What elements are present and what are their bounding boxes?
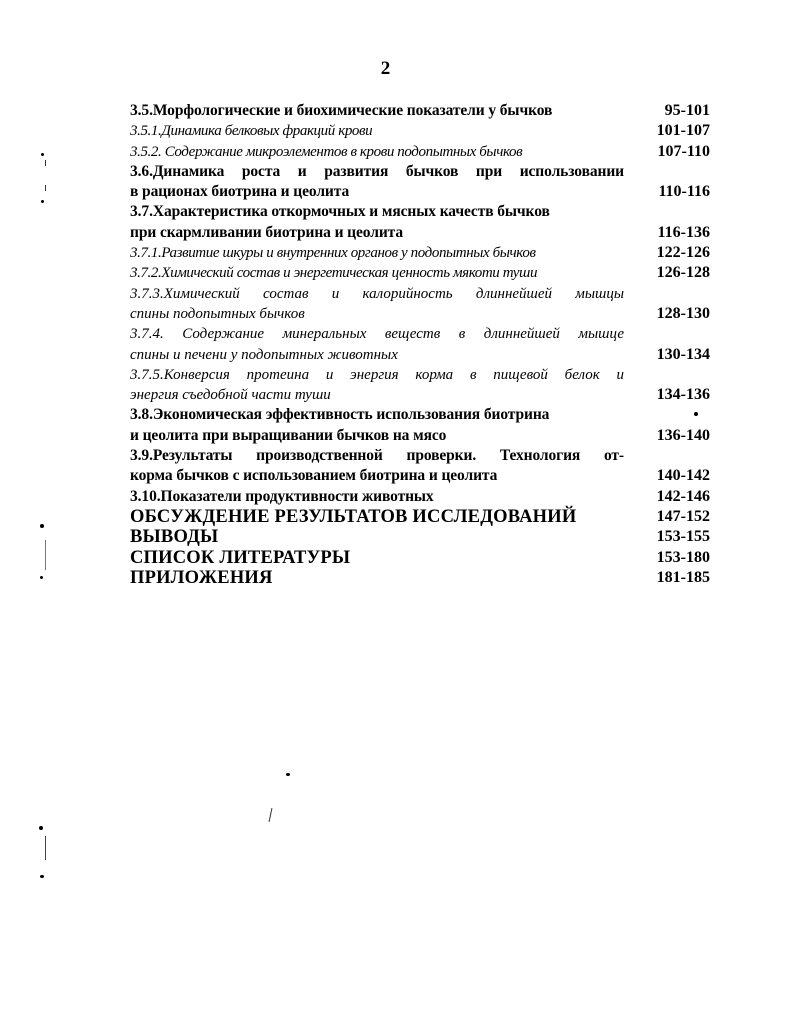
toc-entry <box>130 487 716 507</box>
scan-speck <box>40 524 44 528</box>
toc-entry-title: ПРИЛОЖЕНИЯ <box>130 567 273 588</box>
toc-entry <box>130 304 716 324</box>
scan-speck <box>45 160 46 166</box>
toc-entry-pages: 147-152 <box>656 507 710 525</box>
toc-entry-pages: 153-180 <box>656 548 710 566</box>
scan-speck <box>286 773 290 776</box>
scan-speck <box>41 200 44 203</box>
toc-entry-pages: 181-185 <box>656 568 710 586</box>
toc-entry <box>130 568 716 588</box>
toc-entry <box>130 182 716 202</box>
scan-speck <box>40 875 44 878</box>
toc-entry-title: ОБСУЖДЕНИЕ РЕЗУЛЬТАТОВ ИССЛЕДОВАНИЙ <box>130 506 577 527</box>
toc-entry-title: 3.5.1.Динамика белковых фракций крови <box>130 123 373 140</box>
toc-entry-title: 3.6.Динамика роста и развития бычков при использовании <box>130 162 624 180</box>
scan-speck <box>41 153 44 156</box>
toc-entry <box>130 466 716 486</box>
toc-entry-pages: 101-107 <box>656 122 710 140</box>
toc-entry <box>130 527 716 547</box>
toc-entry <box>130 426 716 446</box>
scan-speck <box>269 808 273 822</box>
toc-entry-pages: 107-110 <box>657 142 710 160</box>
toc-entry-pages: 134-136 <box>656 386 710 404</box>
toc-entry-title: при скармливании биотрина и цеолита <box>130 223 404 241</box>
toc-entry <box>130 243 716 263</box>
toc-entry-title: СПИСОК ЛИТЕРАТУРЫ <box>130 547 351 568</box>
toc-entry <box>130 548 716 568</box>
toc-entry-title: 3.8.Экономическая эффективность использования биотрина <box>130 406 550 424</box>
toc-entry-title: и цеолита при выращивании бычков на мясо <box>130 426 447 444</box>
scan-speck <box>39 826 43 830</box>
toc-entry-title: 3.7.5.Конверсия протеина и энергия корма в пищевой белок и <box>130 366 624 383</box>
toc-entry <box>130 142 716 162</box>
table-of-contents <box>130 101 716 588</box>
scan-speck <box>45 540 46 570</box>
toc-entry-title: 3.5.2. Содержание микроэлементов в крови подопытных бычков <box>130 143 523 160</box>
toc-entry-pages: 128-130 <box>656 304 710 322</box>
toc-entry-title: 3.7.3.Химический состав и калорийность длиннейшей мышцы <box>130 285 624 302</box>
scan-speck <box>694 412 698 416</box>
toc-entry <box>130 365 716 385</box>
toc-entry <box>130 345 716 365</box>
toc-entry-title: спины подопытных бычков <box>130 305 305 322</box>
toc-entry-pages: 136-140 <box>656 426 710 444</box>
toc-entry <box>130 162 716 182</box>
toc-entry <box>130 446 716 466</box>
toc-entry <box>130 101 716 121</box>
toc-entry-title: 3.7.2.Химический состав и энергетическая ценность мякоти туши <box>130 265 538 282</box>
toc-entry-pages: 142-146 <box>656 487 710 505</box>
page-number: 2 <box>380 58 391 79</box>
toc-entry-pages: 95-101 <box>664 102 710 119</box>
scan-speck <box>45 836 46 860</box>
toc-entry <box>130 284 716 304</box>
toc-entry-title: 3.5.Морфологические и биохимические показатели у бычков <box>130 102 553 119</box>
toc-entry-title: 3.7.Характеристика откормочных и мясных качеств бычков <box>130 203 550 221</box>
toc-entry-title: 3.7.4. Содержание минеральных веществ в длиннейшей мышце <box>130 326 624 343</box>
toc-entry-title: 3.10.Показатели продуктивности животных <box>130 487 434 505</box>
toc-entry-title: в рационах биотрина и цеолита <box>130 183 350 201</box>
toc-entry-title: корма бычков с использованием биотрина и цеолита <box>130 467 498 485</box>
toc-entry-title: ВЫВОДЫ <box>130 527 219 548</box>
toc-entry-pages: 110-116 <box>658 183 710 201</box>
scan-speck <box>40 576 43 579</box>
toc-entry-title: спины и печени у подопытных животных <box>130 346 398 363</box>
scan-speck <box>45 185 46 191</box>
toc-entry <box>130 385 716 405</box>
toc-entry <box>130 263 716 283</box>
toc-entry <box>130 324 716 344</box>
toc-entry <box>130 202 716 222</box>
toc-entry <box>130 121 716 141</box>
toc-entry-title: 3.7.1.Развитие шкуры и внутренних органов у подопытных бычков <box>130 245 536 262</box>
toc-entry-pages: 140-142 <box>656 467 710 485</box>
toc-entry <box>130 223 716 243</box>
toc-entry-pages: 153-155 <box>656 528 710 546</box>
toc-entry <box>130 405 716 425</box>
toc-entry-pages: 130-134 <box>656 345 710 363</box>
toc-entry-pages: 126-128 <box>656 264 710 282</box>
toc-entry-title: 3.9.Результаты производственной проверки. Технология от- <box>130 447 624 465</box>
toc-entry <box>130 507 716 527</box>
toc-entry-pages: 116-136 <box>657 223 710 241</box>
toc-entry-title: энергия съедобной части туши <box>130 387 331 404</box>
toc-entry-pages: 122-126 <box>656 244 710 262</box>
